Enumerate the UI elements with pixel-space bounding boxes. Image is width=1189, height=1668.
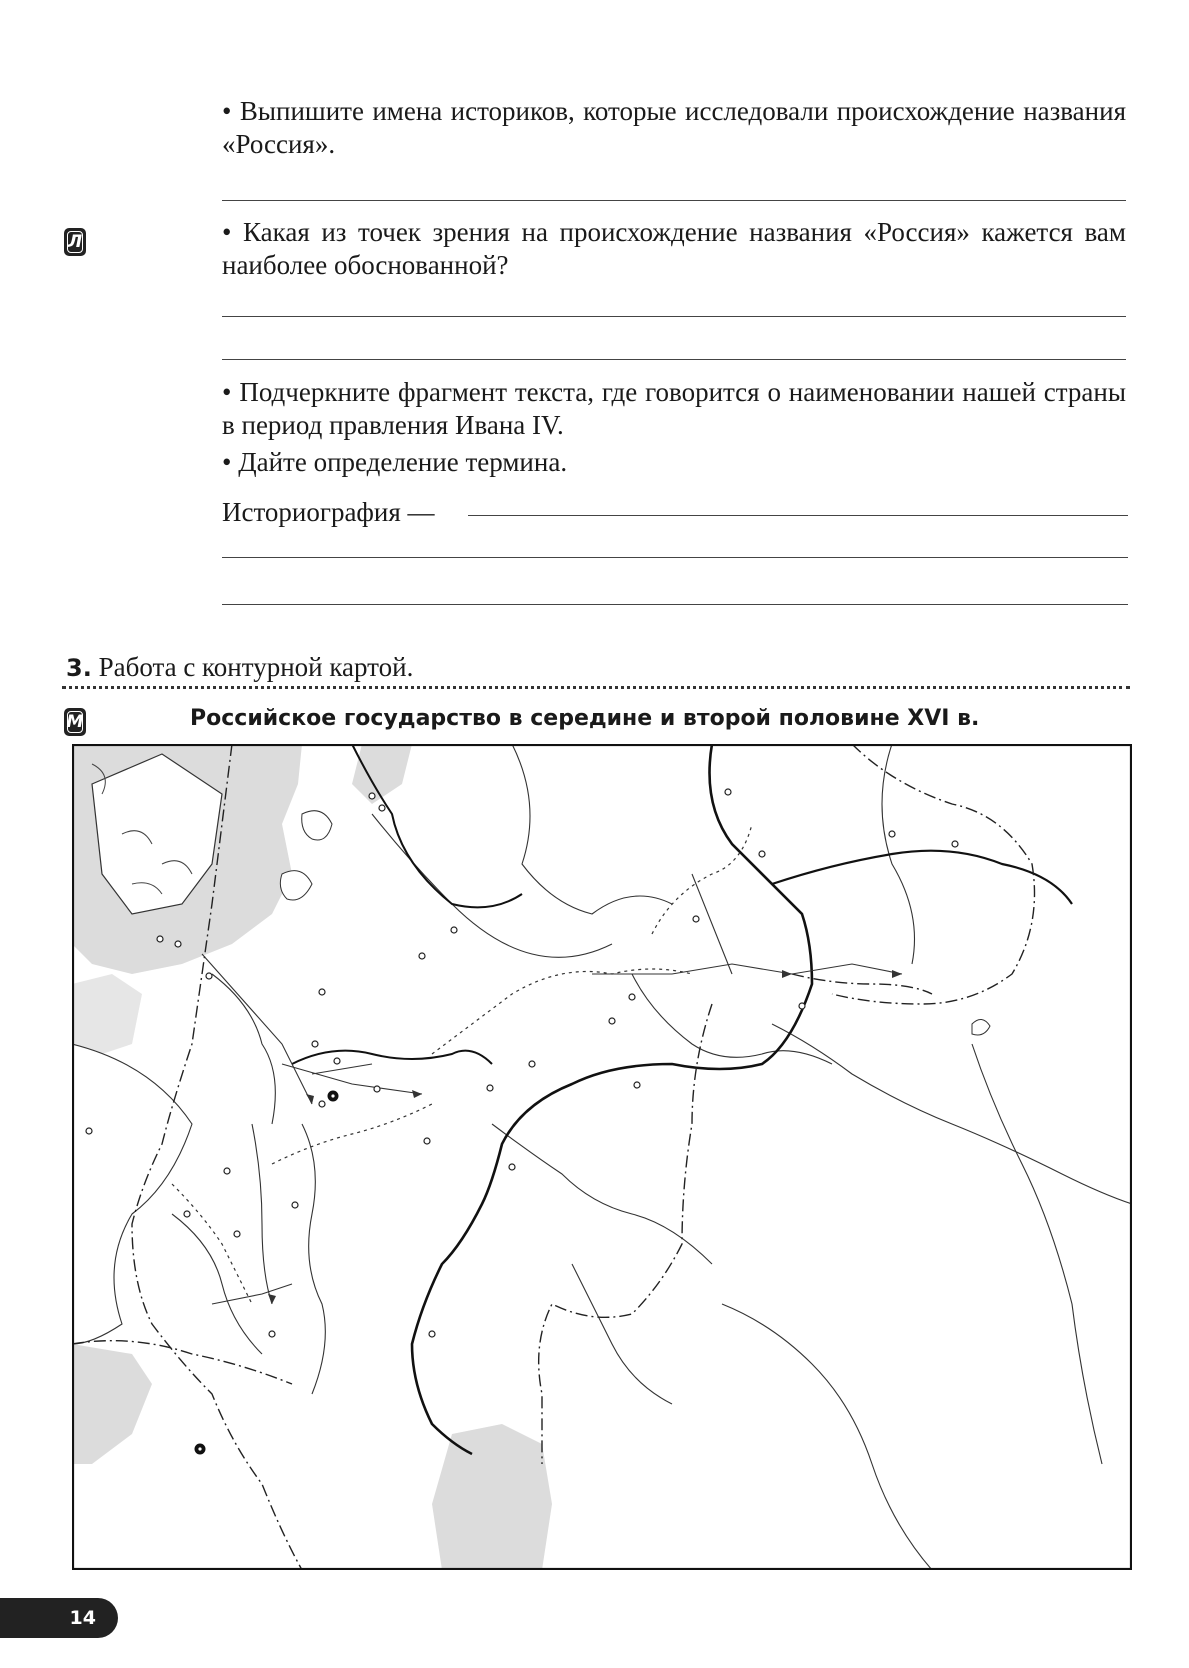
answer-line[interactable] [222,557,1128,558]
section-number: 3. [66,654,92,682]
term-historiography-label: Историография — [222,497,435,527]
term-answer-line[interactable] [468,515,1128,516]
answer-line[interactable] [222,604,1128,605]
map-title: Российское государство в середине и второй половине XVI в. [190,706,980,731]
question-define-term: • Дайте определение термина. [222,447,568,477]
answer-line[interactable] [222,316,1126,317]
page-number: 14 [0,1598,118,1638]
logic-task-icon: Л [64,228,86,256]
question-underline: • Подчеркните фрагмент текста, где говорится о наименовании нашей страны в период правления Ивана IV. [222,377,1126,440]
caspian-sea-area [432,1424,552,1570]
section-heading [66,650,413,685]
contour-map[interactable] [72,744,1132,1570]
answer-line[interactable] [222,200,1126,201]
question-historians: • Выпишите имена историков, которые исследовали происхождение названия «Россия». [222,96,1126,159]
map-task-icon: М [64,708,86,736]
answer-line[interactable] [222,359,1126,360]
section-title: Работа с контурной картой. [98,652,414,682]
question-viewpoint: • Какая из точек зрения на происхождение названия «Россия» кажется вам наиболее обоснованной? [222,217,1126,280]
dotted-divider [62,686,1130,689]
